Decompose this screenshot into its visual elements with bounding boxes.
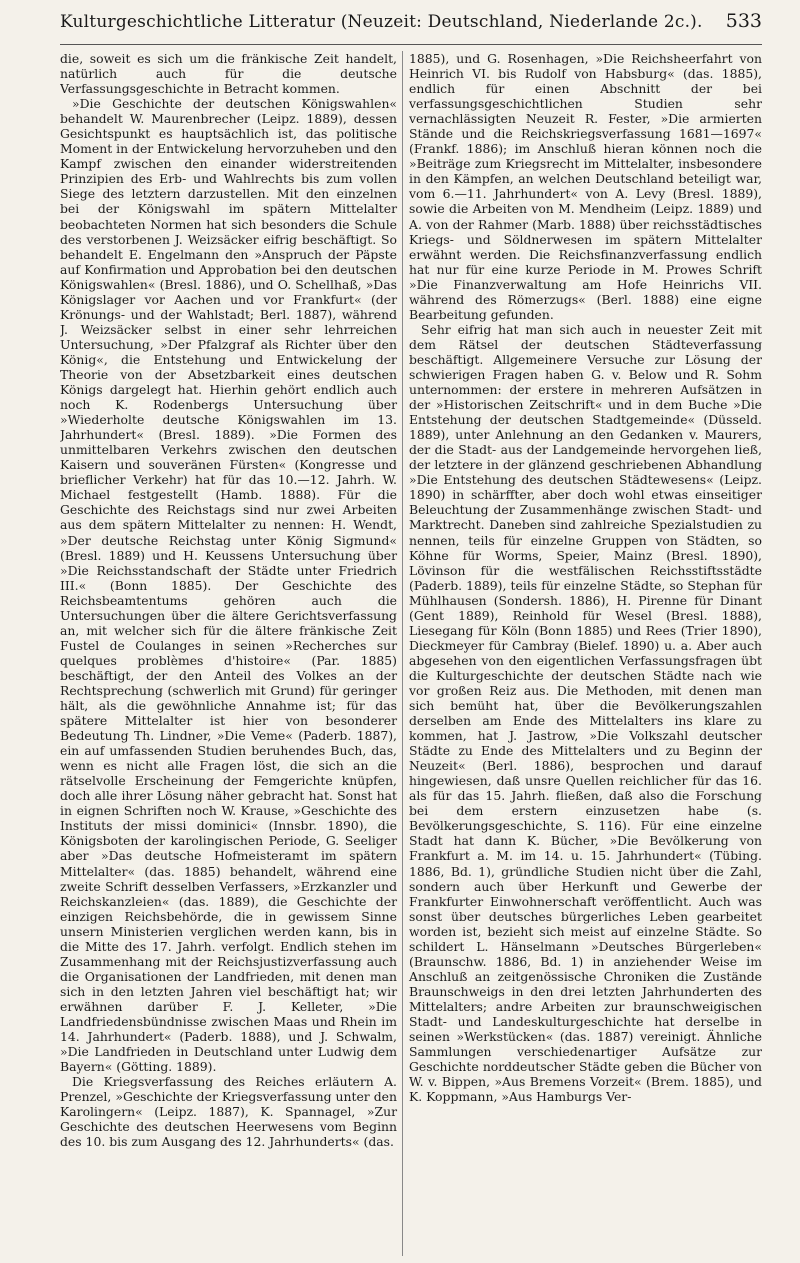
right-paragraph: Sehr eifrig hat man sich auch in neuester Zeit mit dem Rätsel der deutschen Städteverfassung beschäftigt. Allgemeinere Versuche zur Lösung der schwierigen Fragen haben G. v. Below und R. Sohm unternommen: der erstere in mehreren Aufsätzen in der »Historischen Zeitschrift« und in dem Buche »Die Entstehung der deutschen Stadtgemeinde« (Düsseld. 1889), unter Anlehnung an den Gedanken v. Maurers, der die Stadt- aus der Landgemeinde hervorgehen ließ, der letztere in der glänzend geschriebenen Abhandlung »Die Entstehung des deutschen Städtewesens« (Leipz. 1890) in schärffter, aber doch wohl etwas einseitiger Beleuchtung der Zusammenhänge zwischen Stadt- und Marktrecht. Daneben sind zahlreiche Spezialstudien zu nennen, teils für einzelne Gruppen von Städten, so Köhne für Worms, Speier, Mainz (Bresl. 1890), Lövinson für die westfälischen Reichsstiftsstädte (Paderb. 1889), teils für einzelne Städte, so Stephan für Mühlhausen (Sondersh. 1886), H. Pirenne für Dinant (Gent 1889), Reinhold für Wesel (Bresl. 1888), Liesegang für Köln (Bonn 1885) und Rees (Trier 1890), Dieckmeyer für Cambray (Bielef. 1890) u. a. Aber auch abgesehen von den eigentlichen Verfassungsfragen übt die Kulturgeschichte der deutschen Städte nach wie vor großen Reiz aus. Die Methoden, mit denen man sich bemüht hat, über die Bevölkerungszahlen derselben am Ende des Mittelalters ins klare zu kommen, hat J. Jastrow, »Die Volkszahl deutscher Städte zu Ende des Mittelalters und zu Beginn der Neuzeit« (Berl. 1886), besprochen und darauf hingewiesen, daß unsre Quellen reichlicher für das 16. als für das 15. Jahrh. fließen, daß also die Forschung bei dem erstern einzusetzen habe (s. Bevölkerungsgeschichte, S. 116). Für eine einzelne Stadt hat dann K. Bücher, »Die Bevölkerung von Frankfurt a. M. im 14. u. 15. Jahrhundert« (Tübing. 1886, Bd. 1), gründliche Studien nicht über die Zahl, sondern auch über Herkunft und Gewerbe der Frankfurter Einwohnerschaft veröffentlicht. Auch was sonst über deutsches bürgerliches Leben gearbeitet worden ist, bezieht sich meist auf einzelne Städte. So schildert L. Hänselmann »Deutsches Bürgerleben« (Braunschw. 1886, Bd. 1) in anziehender Weise im Anschluß an zeitgenössische Chroniken die Zustände Braunschweigs in den drei letzten Jahrhunderten des Mittelalters; andre Arbeiten zur braunschweigischen Stadt- und Landeskulturgeschichte hat derselbe in seinen »Werkstücken« (das. 1887) vereinigt. Ähnliche Sammlungen verschiedenartiger Aufsätze zur Geschichte norddeutscher Städte geben die Bücher von W. v. Bippen, »Aus Bremens Vorzeit« (Brem. 1885), und K. Koppmann, »Aus Hamburgs Ver- — [409, 321, 762, 1105]
left-column — [60, 51, 402, 1256]
running-head — [60, 10, 762, 45]
right-paragraph: 1885), und G. Rosenhagen, »Die Reichsheerfahrt von Heinrich VI. bis Rudolf von Habsburg« (das. 1885), endlich für einen Abschnitt der bei verfassungsgeschichtlichen Studien sehr vernachlässigten Neuzeit R. Fester, »Die armierten Stände und die Reichskriegsverfassung 1681—1697« (Frankf. 1886); im Anschluß hieran können noch die »Beiträge zum Kriegsrecht im Mittelalter, insbesondere in den Kämpfen, an welchen Deutschland beteiligt war, vom 6.—11. Jahrhundert« von A. Levy (Bresl. 1889), sowie die Arbeiten von M. Mendheim (Leipz. 1889) und A. von der Rahmer (Marb. 1888) über reichsstädtisches Kriegs- und Söldnerwesen im spätern Mittelalter erwähnt werden. Die Reichsfinanzverfassung endlich hat nur für eine kurze Periode in M. Prowes Schrift »Die Finanzverwaltung am Hofe Heinrichs VII. während des Römerzugs« (Berl. 1888) eine eigne Bearbeitung gefunden. — [409, 51, 762, 322]
running-head-title: Kulturgeschichtliche Litteratur (Neuzeit: Deutschland, Niederlande 2c.). — [60, 12, 703, 32]
text-columns — [60, 51, 762, 1256]
left-paragraph: »Die Geschichte der deutschen Königswahlen« behandelt W. Maurenbrecher (Leipz. 1889), dessen Gesichtspunkt es hauptsächlich ist, das politische Moment in der Entwickelung hervorzuheben und den Kampf zwischen den einander widerstreitenden Prinzipien des Erb- und Wahlrechts bis zum vollen Siege des letztern darzustellen. Mit den einzelnen bei der Königswahl im spätern Mittelalter beobachteten Normen hat sich besonders die Schule des verstorbenen J. Weizsäcker eifrig beschäftigt. So behandelt E. Engelmann den »Anspruch der Päpste auf Konfirmation und Approbation bei den deutschen Königswahlen« (Bresl. 1886), und O. Schellhaß, »Das Königslager vor Aachen und vor Frankfurt« (der Krönungs- und der Wahlstadt; Berl. 1887), während J. Weizsäcker selbst in einer sehr lehrreichen Untersuchung, »Der Pfalzgraf als Richter über den König«, die Entstehung und Entwickelung der Theorie von der Absetzbarkeit eines deutschen Königs dargelegt hat. Hierhin gehört endlich auch noch K. Rodenbergs Untersuchung über »Wiederholte deutsche Königswahlen im 13. Jahrhundert« (Bresl. 1889). »Die Formen des unmittelbaren Verkehrs zwischen den deutschen Kaisern und souveränen Fürsten« (Kongresse und brieflicher Verkehr) hat für das 10.—12. Jahrh. W. Michael festgestellt (Hamb. 1888). Für die Geschichte des Reichstags sind nur zwei Arbeiten aus dem spätern Mittelalter zu nennen: H. Wendt, »Der deutsche Reichstag unter König Sigmund« (Bresl. 1889) und H. Keussens Untersuchung über »Die Reichsstandschaft der Städte unter Friedrich III.« (Bonn 1885). Der Geschichte des Reichsbeamtentums gehören auch die Untersuchungen über die ältere Gerichtsverfassung an, mit welcher sich für die ältere fränkische Zeit Fustel de Coulanges in seinen »Recherches sur quelques problèmes d'histoire« (Par. 1885) beschäftigt, der den Anteil des Volkes an der Rechtsprechung (schwerlich mit Grund) für geringer hält, als die gewöhnliche Annahme ist; für das spätere Mittelalter ist hier von besonderer Bedeutung Th. Lindner, »Die Veme« (Paderb. 1887), ein auf umfassenden Studien beruhendes Buch, das, wenn es nicht alle Fragen löst, die sich an die rätselvolle Erscheinung der Femgerichte knüpfen, doch alle ihrer Lösung näher gebracht hat. Sonst hat in eignen Schriften noch W. Krause, »Geschichte des Instituts der missi dominici« (Innsbr. 1890), die Königsboten der karolingischen Periode, G. Seeliger aber »Das deutsche Hofmeisteramt im spätern Mittelalter« (das. 1885) behandelt, während eine zweite Schrift desselben Verfassers, »Erzkanzler und Reichskanzleien« (das. 1889), die Geschichte der einzigen Reichsbehörde, die in gewissem Sinne unsern Ministerien verglichen werden kann, bis in die Mitte des 17. Jahrh. verfolgt. Endlich stehen im Zusammenhang mit der Reichsjustizverfassung auch die Organisationen der Landfrieden, mit denen man sich in den letzten Jahren viel beschäftigt hat; wir erwähnen darüber F. J. Kelleter, »Die Landfriedensbündnisse zwischen Maas und Rhein im 14. Jahrhundert« (Paderb. 1888), und J. Schwalm, »Die Landfrieden in Deutschland unter Ludwig dem Bayern« (Götting. 1889). — [60, 96, 397, 1075]
page-number: 533 — [725, 10, 762, 32]
right-column — [402, 51, 762, 1256]
left-paragraph: Die Kriegsverfassung des Reiches erläutern A. Prenzel, »Geschichte der Kriegsverfassung unter den Karolingern« (Leipz. 1887), K. Spannagel, »Zur Geschichte des deutschen Heerwesens vom Beginn des 10. bis zum Ausgang des 12. Jahrhunderts« (das. — [60, 1074, 397, 1150]
left-paragraph: die, soweit es sich um die fränkische Zeit handelt, natürlich auch für die deutsche Verfassungsgeschichte in Betracht kommen. — [60, 51, 397, 97]
